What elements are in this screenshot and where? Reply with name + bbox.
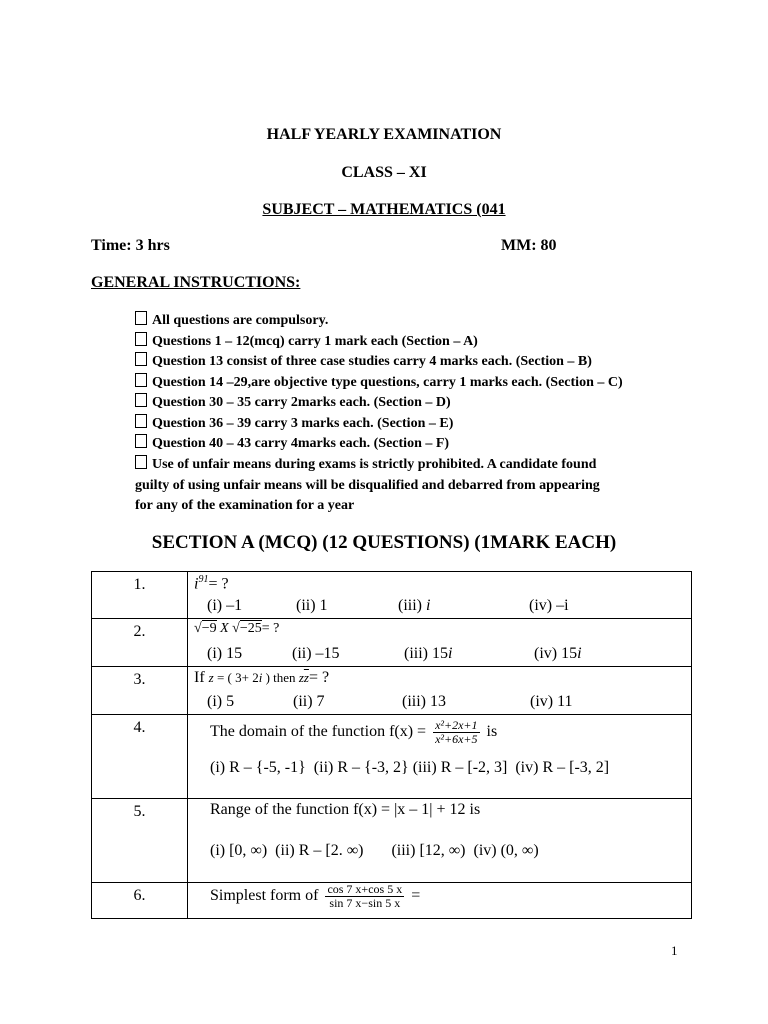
instruction-item: Question 36 – 39 carry 3 marks each. (Section – E) [135,414,453,434]
instruction-item: Use of unfair means during exams is strictly prohibited. A candidate found [135,455,596,475]
option: (i) –1 [207,597,243,614]
question-stem: The domain of the function f(x) = $\frac{\text{x²+2x+1}}{\text{x²+6x+5}}$ is [210,718,498,746]
question-body [188,799,692,883]
instruction-item: Question 13 consist of three case studies carry 4 marks each. (Section – B) [135,352,592,372]
question-row [92,715,692,799]
option: (iii) i [398,597,431,614]
instruction-continuation: for any of the examination for a year [135,498,355,513]
question-stem: Range of the function f(x) = |x – 1| + 12 is [210,801,481,818]
question-body [188,715,692,799]
option: (ii) 1 [296,597,328,614]
instruction-item: Question 30 – 35 carry 2marks each. (Section – D) [135,393,451,413]
option: (i) 15 [207,645,243,662]
option: (iv) –i [529,597,569,614]
sqrt-icon: √ [194,621,202,636]
question-number: 3. [92,667,188,715]
option: (ii) –15 [292,645,340,662]
instruction-continuation: guilty of using unfair means will be disqualified and debarred from appearing [135,478,600,493]
option: (iii) 15i [404,645,453,662]
max-marks-label: MM: 80 [501,237,557,254]
question-row [92,619,692,667]
question-body [188,667,692,715]
question-number: 5. [92,799,188,883]
question-row [92,799,692,883]
question-row [92,883,692,919]
question-body [188,572,692,619]
question-table [91,571,692,919]
checkbox-icon [135,455,147,469]
options-line: (i) [0, ∞) (ii) R – [2. ∞) (iii) [12, ∞) (iv) (0, ∞) [210,842,539,859]
checkbox-icon [135,434,147,448]
question-number: 6. [92,883,188,919]
checkbox-icon [135,352,147,366]
option: (iii) 13 [402,693,446,710]
exam-title: HALF YEARLY EXAMINATION [266,126,502,143]
sqrt-icon: √ [232,621,240,636]
instructions-heading: GENERAL INSTRUCTIONS: [91,274,301,291]
question-body [188,883,692,919]
question-stem: √−9 X √−25= ? [194,621,280,636]
question-number: 2. [92,619,188,667]
instruction-item: Question 40 – 43 carry 4marks each. (Section – F) [135,434,449,454]
question-number: 1. [92,572,188,619]
option: (iv) 15i [534,645,582,662]
question-body [188,619,692,667]
question-stem: If z = ( 3+ 2i ) then $z\overline{z}=$ ? [194,669,330,686]
checkbox-icon [135,393,147,407]
question-stem: Simplest form of $\frac{\cos 7 x+\cos 5 x}{\sin 7 x-\sin 5 x}$ = [210,882,421,910]
subject-label: SUBJECT – MATHEMATICS (041 [262,201,506,218]
question-row [92,572,692,619]
fraction: $\frac{\cos 7 x+\cos 5 x}{\sin 7 x-\sin 5 x}$ [327,882,403,910]
checkbox-icon [135,332,147,346]
checkbox-icon [135,414,147,428]
question-stem: $i^{91}=$ ? [194,574,229,593]
section-a-heading: SECTION A (MCQ) (12 QUESTIONS) (1MARK EACH) [151,532,617,553]
instruction-item: All questions are compulsory. [135,311,328,331]
question-row [92,667,692,715]
option: (i) 5 [207,693,235,710]
fraction: $\frac{\text{x²+2x+1}}{\text{x²+6x+5}}$ [435,718,478,746]
class-label: CLASS – XI [341,164,427,181]
time-label: Time: 3 hrs [91,237,170,254]
instruction-item: Questions 1 – 12(mcq) carry 1 mark each (Section – A) [135,332,478,352]
option: (iv) 11 [530,693,573,710]
page-number: 1 [671,943,678,958]
option: (ii) 7 [293,693,325,710]
question-number: 4. [92,715,188,799]
checkbox-icon [135,311,147,325]
instruction-item: Question 14 –29,are objective type questions, carry 1 marks each. (Section – C) [135,373,623,393]
checkbox-icon [135,373,147,387]
options-line: (i) R – {-5, -1} (ii) R – {-3, 2} (iii) R – [-2, 3] (iv) R – [-3, 2] [210,759,610,776]
